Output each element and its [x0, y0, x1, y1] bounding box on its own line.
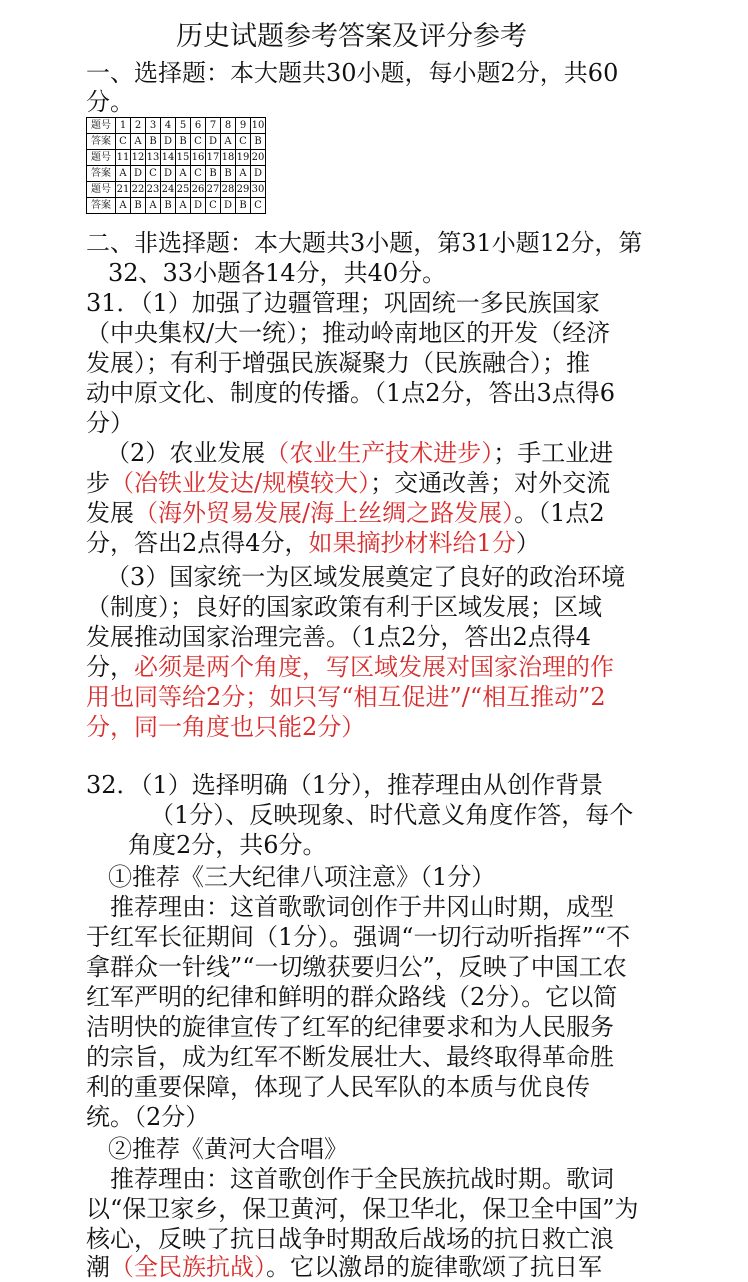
answer-table-cell: 8	[221, 118, 236, 134]
answer-table-row-label: 答案	[87, 198, 116, 214]
q31-p3-line	[86, 652, 614, 682]
answer-table-cell: 6	[191, 118, 206, 134]
answer-table-cell: 15	[176, 150, 191, 166]
answer-table-cell: 10	[251, 118, 266, 134]
q31-p2-line	[106, 438, 613, 468]
answer-table-cell: 16	[191, 150, 206, 166]
answer-table-cell: C	[191, 166, 206, 182]
answer-table-cell: 11	[116, 150, 131, 166]
q31-p2-text: 发展	[86, 499, 134, 527]
q32-recommend1-line: 统。（2分）	[86, 1103, 210, 1131]
q32-recommend1-line: 于红军长征期间（1分）。强调“一切行动听指挥”“不	[86, 923, 631, 951]
answer-table-cell: D	[206, 134, 221, 150]
q32-recommend2-title: ②推荐《黄河大合唱》	[108, 1135, 348, 1163]
answer-table-row-label: 答案	[87, 134, 116, 150]
answer-table-row-label: 题号	[87, 182, 116, 198]
q31-p3-note-line: 用也同等给2分；如只写“相互促进”/“相互推动”2	[86, 683, 606, 711]
answer-table-cell: 28	[221, 182, 236, 198]
answer-table-row	[87, 166, 266, 182]
q31-p1-line: （中央集权/大一统）；推动岭南地区的开发（经济	[86, 319, 611, 347]
q32-recommend2-line: 核心，反映了抗日战争时期敌后战场的抗日救亡浪	[86, 1225, 614, 1253]
q31-p3-text: 分，	[86, 653, 134, 681]
q32-recommend1-title: ①推荐《三大纪律八项注意》（1分）	[108, 863, 496, 891]
q31-p2-line	[86, 498, 605, 528]
section1-heading-cont: 分。	[86, 88, 134, 116]
q32-recommend2-text: 。它以激昂的旋律歌颂了抗日军	[266, 1253, 602, 1281]
q31-p2-note: 如果摘抄材料给1分	[308, 529, 516, 557]
answer-table-cell: A	[131, 134, 146, 150]
answer-table-cell: C	[191, 134, 206, 150]
q31-p3-line: （制度）；良好的国家政策有利于区域发展；区域	[86, 593, 602, 621]
answer-table-cell: C	[251, 198, 266, 214]
q31-p2-text: 步	[86, 469, 110, 497]
answer-table	[86, 117, 266, 214]
q31-p2-text: 分，答出2点得4分，	[86, 529, 309, 557]
answer-table-cell: A	[116, 198, 131, 214]
answer-table-cell: D	[251, 166, 266, 182]
answer-table-cell: D	[221, 198, 236, 214]
q31-p2-text: ；交通改善；对外交流	[370, 469, 611, 497]
q31-p2-text: ；手工业进	[493, 439, 614, 467]
answer-table-cell: B	[176, 134, 191, 150]
answer-table-cell: 2	[131, 118, 146, 134]
answer-table-row	[87, 150, 266, 166]
q32-line: 32．（1）选择明确（1分），推荐理由从创作背景	[86, 771, 604, 799]
q32-recommend2-line	[86, 1252, 602, 1282]
answer-table-cell: 5	[176, 118, 191, 134]
q31-p2-text: 。（1点2	[514, 499, 605, 527]
answer-table-cell: A	[221, 134, 236, 150]
answer-table-cell: 22	[131, 182, 146, 198]
page-title: 历史试题参考答案及评分参考	[176, 21, 527, 52]
q32-recommend1-line: 的宗旨，成为红军不断发展壮大、最终取得革命胜	[86, 1043, 614, 1071]
answer-table-cell: C	[206, 198, 221, 214]
answer-table-cell: 13	[146, 150, 161, 166]
answer-table-cell: 23	[146, 182, 161, 198]
q31-p2-line	[86, 468, 610, 498]
q32-recommend2-text: 潮	[86, 1253, 110, 1281]
q32-recommend2-note: （全民族抗战）	[110, 1253, 266, 1281]
answer-table-cell: 18	[221, 150, 236, 166]
q32-line: 角度2分，共6分。	[128, 831, 327, 859]
q32-recommend1-line: 洁明快的旋律宣传了红军的纪律要求和为人民服务	[86, 1013, 614, 1041]
answer-table-cell: B	[131, 198, 146, 214]
q32-recommend2-line: 以“保卫家乡，保卫黄河，保卫华北，保卫全中国”为	[86, 1195, 639, 1223]
answer-table-cell: A	[236, 166, 251, 182]
answer-table-cell: C	[236, 134, 251, 150]
section2-heading-cont: 32、33小题各14分，共40分。	[108, 259, 447, 287]
answer-table-row-label: 题号	[87, 118, 116, 134]
q32-recommend1-line: 推荐理由：这首歌歌词创作于井冈山时期，成型	[110, 893, 614, 921]
q32-line: （1分）、反映现象、时代意义角度作答，每个	[150, 801, 634, 829]
q31-p2-note: （冶铁业发达/规模较大）	[110, 469, 371, 497]
answer-table-cell: B	[146, 134, 161, 150]
answer-table-cell: A	[176, 198, 191, 214]
answer-table-cell: 9	[236, 118, 251, 134]
q31-p1-line: 动中原文化、制度的传播。（1点2分，答出3点得6	[86, 379, 616, 407]
answer-table-cell: 7	[206, 118, 221, 134]
answer-table-cell: B	[221, 166, 236, 182]
answer-table-row-label: 题号	[87, 150, 116, 166]
answer-table-row	[87, 118, 266, 134]
answer-table-cell: 26	[191, 182, 206, 198]
answer-table-cell: B	[251, 134, 266, 150]
answer-table-cell: A	[116, 166, 131, 182]
answer-table-row	[87, 134, 266, 150]
q32-recommend1-line: 拿群众一针线”“一切缴获要归公”，反映了中国工农	[86, 953, 627, 981]
answer-table-cell: 14	[161, 150, 176, 166]
answer-table-cell: C	[116, 134, 131, 150]
answer-table-cell: 12	[131, 150, 146, 166]
answer-table-cell: 3	[146, 118, 161, 134]
section1-heading: 一、选择题：本大题共30小题，每小题2分，共60	[86, 59, 619, 87]
answer-table-cell: B	[161, 198, 176, 214]
q32-recommend1-line: 利的重要保障，体现了人民军队的本质与优良传	[86, 1073, 590, 1101]
answer-table-cell: C	[146, 166, 161, 182]
answer-table-cell: 24	[161, 182, 176, 198]
q31-p2-text: （2）农业发展	[106, 439, 266, 467]
answer-table-cell: 17	[206, 150, 221, 166]
answer-table-cell: A	[146, 198, 161, 214]
answer-table-row	[87, 182, 266, 198]
answer-table-cell: 1	[116, 118, 131, 134]
answer-table-cell: 4	[161, 118, 176, 134]
answer-table-cell: A	[176, 166, 191, 182]
answer-table-cell: 19	[236, 150, 251, 166]
q31-p2-note: （农业生产技术进步）	[265, 439, 494, 467]
q32-recommend2-line: 推荐理由：这首歌创作于全民族抗战时期。歌词	[110, 1165, 614, 1193]
answer-table-cell: B	[236, 198, 251, 214]
answer-table-cell: 25	[176, 182, 191, 198]
q31-p3-note: 必须是两个角度，写区域发展对国家治理的作	[134, 653, 614, 681]
answer-table-cell: 27	[206, 182, 221, 198]
q31-p1-line: 31．（1）加强了边疆管理；巩固统一多民族国家	[86, 289, 600, 317]
q31-p1-line: 发展）；有利于增强民族凝聚力（民族融合）；推	[86, 349, 590, 377]
q31-p3-note-line: 分，同一角度也只能2分）	[86, 713, 366, 741]
answer-table-cell: 30	[251, 182, 266, 198]
answer-table-cell: D	[191, 198, 206, 214]
q31-p2-line	[86, 528, 540, 558]
q31-p2-text: ）	[515, 529, 540, 557]
answer-table-cell: D	[131, 166, 146, 182]
answer-table-cell: D	[161, 166, 176, 182]
q31-p3-line: 发展推动国家治理完善。（1点2分，答出2点得4	[86, 623, 592, 651]
q31-p3-line: （3）国家统一为区域发展奠定了良好的政治环境	[106, 563, 626, 591]
answer-table-cell: 20	[251, 150, 266, 166]
answer-table-cell: B	[206, 166, 221, 182]
q31-p2-note: （海外贸易发展/海上丝绸之路发展）	[134, 499, 515, 527]
answer-table-row-label: 答案	[87, 166, 116, 182]
answer-table-cell: D	[161, 134, 176, 150]
section2-heading: 二、非选择题：本大题共3小题，第31小题12分，第	[86, 229, 643, 257]
answer-table-cell: 21	[116, 182, 131, 198]
q31-p1-line: 分）	[86, 409, 134, 437]
answer-table-row	[87, 198, 266, 214]
answer-table-cell: 29	[236, 182, 251, 198]
q32-recommend1-line: 红军严明的纪律和鲜明的群众路线（2分）。它以简	[86, 983, 618, 1011]
